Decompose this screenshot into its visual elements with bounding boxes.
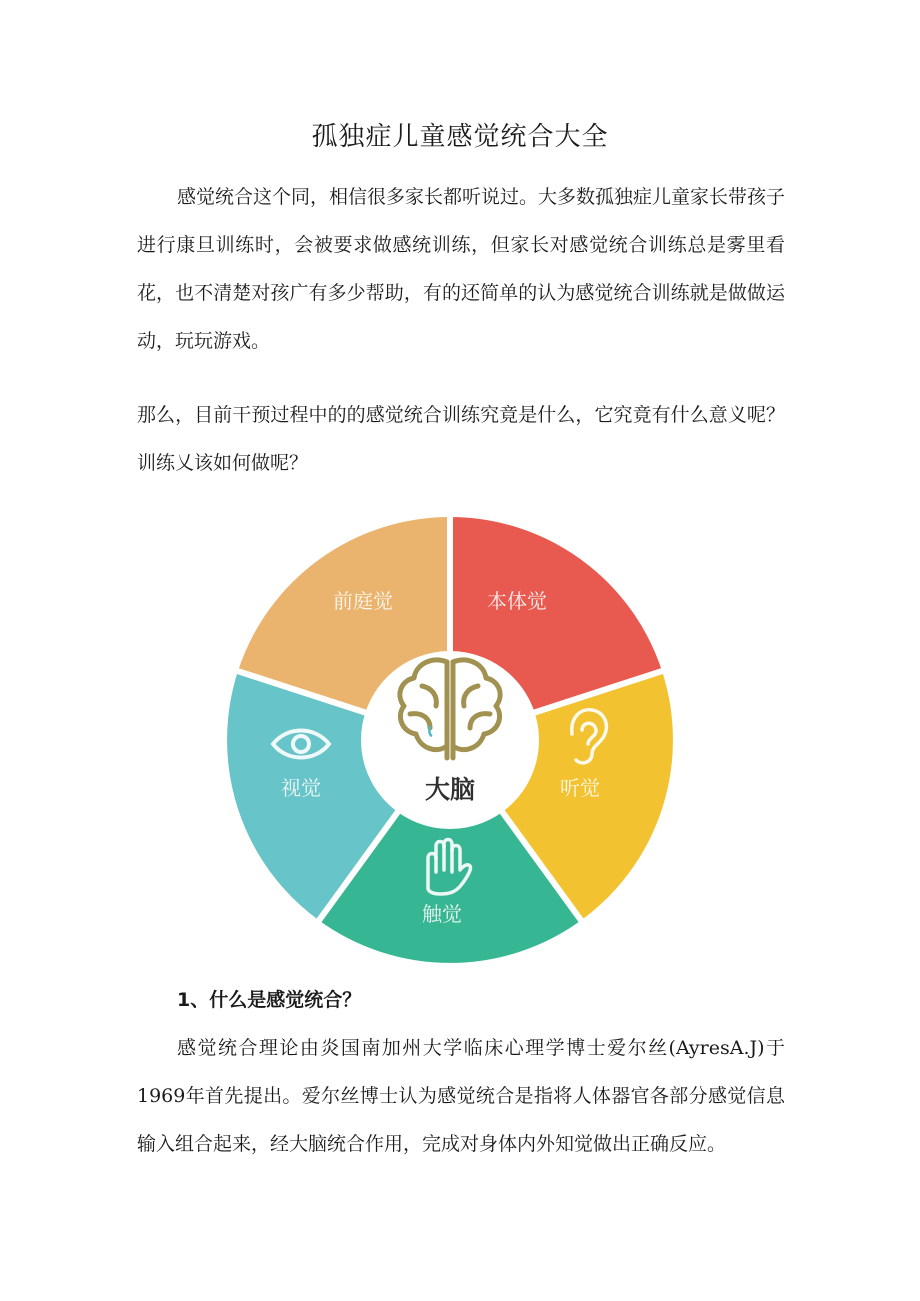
segment-label-hearing: 听觉 [560, 776, 600, 800]
segment-label-vision: 视觉 [281, 776, 321, 800]
sensory-wheel-diagram [218, 508, 682, 972]
segment-label-proprioception: 本体觉 [487, 589, 547, 613]
segment-label-vestibular: 前庭觉 [333, 589, 393, 613]
intro-paragraph: 感觉统合这个同，相信很多家长都听说过。大多数孤独症儿童家长带孩子进行康旦训练时，会被要求做感统训练，但家长对感觉统合训练总是雾里看花，也不清楚对孩广有多少帮助，有的还简单的认为感觉统合训练就是做做运动，玩玩游戏。 [137, 186, 786, 352]
sensory-wheel-svg [218, 508, 682, 972]
section1-paragraph: 感觉统合理论由炎国南加州大学临床心理学博士爱尔丝(AyresA.J)于1969年首先提出。爱尔丝博士认为感觉统合是指将人体器官各部分感觉信息输入组合起来，经大脑统合作用，完成对身体内外知觉做出正确反应。 [137, 1037, 785, 1155]
question-paragraph: 那么，目前干预过程中的的感觉统合训练究竟是什么，它究竟有什么意义呢？训练乂该如何做呢？ [137, 404, 785, 474]
section1-heading: 1、什么是感觉统合？ [177, 989, 362, 1011]
center-label: 大脑 [424, 775, 476, 804]
page-title: 孤独症儿童感觉统合大全 [311, 122, 609, 152]
segment-label-touch: 触觉 [422, 902, 462, 926]
